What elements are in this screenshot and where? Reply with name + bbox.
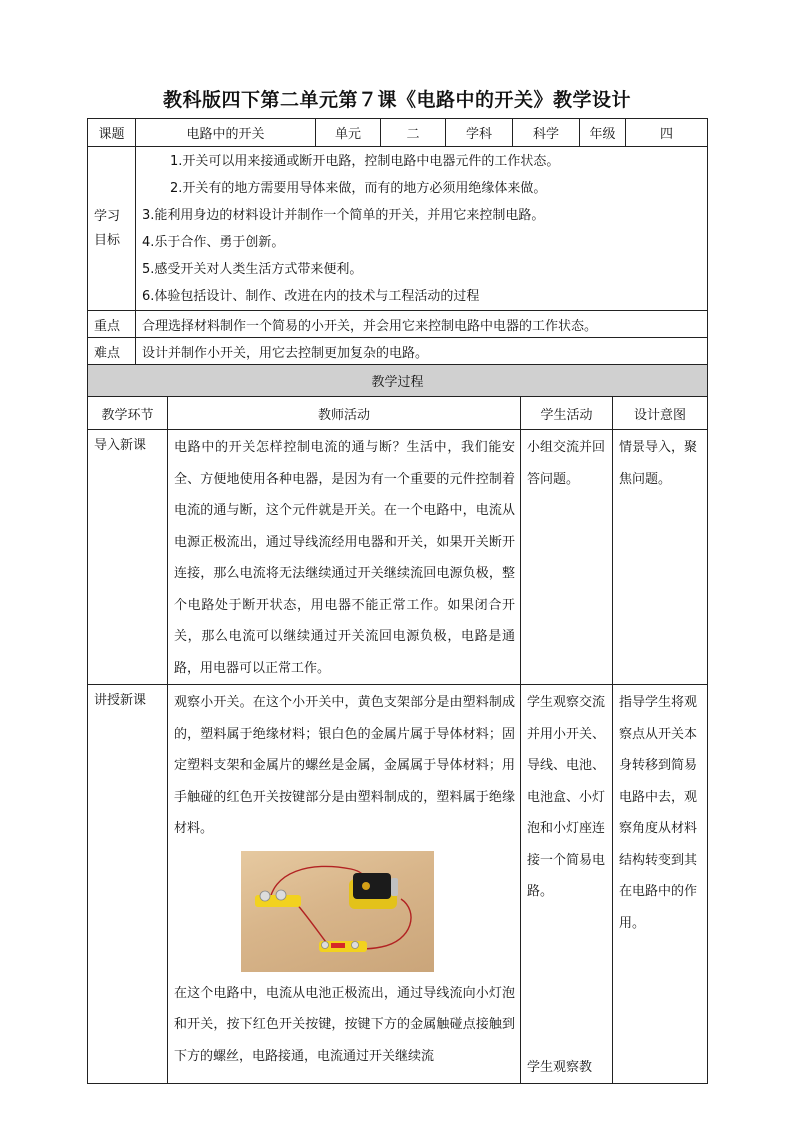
key-point-row <box>88 311 708 338</box>
stage-cell: 导入新课 <box>88 430 168 685</box>
objective-item: 6.体验包括设计、制作、改进在内的技术与工程活动的过程 <box>142 289 480 304</box>
difficulty-label: 难点 <box>88 338 136 365</box>
student-text: 学生观察教 <box>527 1059 593 1075</box>
circuit-photo <box>241 851 434 972</box>
process-header: 教学过程 <box>88 365 708 397</box>
topic-label: 课题 <box>88 119 136 147</box>
document-title: 教科版四下第二单元第７课《电路中的开关》教学设计 <box>162 89 631 111</box>
objectives-row <box>88 147 708 311</box>
process-header-row <box>88 365 708 397</box>
objective-item: 3.能利用身边的材料设计并制作一个简单的开关，并用它来控制电路。 <box>142 208 545 223</box>
difficulty-text: 设计并制作小开关，用它去控制更加复杂的电路。 <box>136 338 708 365</box>
objective-item: 2.开关有的地方需要用导体来做，而有的地方必须用绝缘体来做。 <box>170 181 547 196</box>
design-intent: 指导学生将观察点从开关本身转移到简易电路中去，观察角度从材料结构转变到其在电路中的作用。 <box>613 685 708 1084</box>
process-row <box>88 685 708 1084</box>
grade-value: 四 <box>626 119 708 147</box>
lesson-info-table <box>87 118 708 365</box>
topic-value: 电路中的开关 <box>136 119 316 147</box>
teaching-process-table <box>87 364 708 1084</box>
objective-item: 4.乐于合作、勇于创新。 <box>142 235 285 250</box>
subject-value: 科学 <box>513 119 580 147</box>
subject-label: 学科 <box>446 119 513 147</box>
column-header: 教学环节 <box>88 397 168 430</box>
process-row <box>88 430 708 685</box>
lesson-info-row <box>88 119 708 147</box>
objective-item: 5.感受开关对人类生活方式带来便利。 <box>142 262 363 277</box>
objectives-list <box>136 147 708 311</box>
key-point-label: 重点 <box>88 311 136 338</box>
stage-cell: 讲授新课 <box>88 685 168 1084</box>
student-text: 学生观察交流并用小开关、导线、电池、电池盒、小灯泡和小灯座连接一个简易电路。 <box>527 695 606 899</box>
objective-item: 1.开关可以用来接通或断开电路，控制电路中电器元件的工作状态。 <box>170 154 560 169</box>
circuit-photo-drawing <box>241 851 434 972</box>
student-activity <box>521 685 613 1084</box>
column-header: 设计意图 <box>613 397 708 430</box>
difficulty-row <box>88 338 708 365</box>
column-header: 学生活动 <box>521 397 613 430</box>
teacher-text: 观察小开关。在这个小开关中，黄色支架部分是由塑料制成的，塑料属于绝缘材料；银白色的金属片属于导体材料；固定塑料支架和金属片的螺丝是金属，金属属于导体材料；用手触碰的红色开关按键部分是由塑料制成的，塑料属于绝缘材料。 <box>174 695 515 836</box>
teacher-activity: 电路中的开关怎样控制电流的通与断？生活中，我们能安全、方便地使用各种电器，是因为有一个重要的元件控制着电流的通与断，这个元件就是开关。在一个电路中，电流从电源正极流出，通过导线流经用电器和开关，如果开关断开连接，那么电流将无法继续通过开关继续流回电源负极，整个电路处于断开状态，用电器不能正常工作。如果闭合开关，那么电流可以继续通过开关流回电源负极，电路是通路，用电器可以正常工作。 <box>168 430 521 685</box>
unit-value: 二 <box>381 119 446 147</box>
design-intent: 情景导入，聚焦问题。 <box>613 430 708 685</box>
grade-label: 年级 <box>580 119 626 147</box>
teacher-activity <box>168 685 521 1084</box>
key-point-text: 合理选择材料制作一个简易的小开关，并会用它来控制电路中电器的工作状态。 <box>136 311 708 338</box>
column-header: 教师活动 <box>168 397 521 430</box>
unit-label: 单元 <box>316 119 381 147</box>
student-activity: 小组交流并回答问题。 <box>521 430 613 685</box>
teacher-text: 在这个电路中，电流从电池正极流出，通过导线流向小灯泡和开关，按下红色开关按键，按键下方的金属触碰点接触到下方的螺丝，电路接通，电流通过开关继续流 <box>174 985 515 1064</box>
process-columns-row <box>88 397 708 430</box>
objectives-label: 学习 目标 <box>88 147 136 311</box>
